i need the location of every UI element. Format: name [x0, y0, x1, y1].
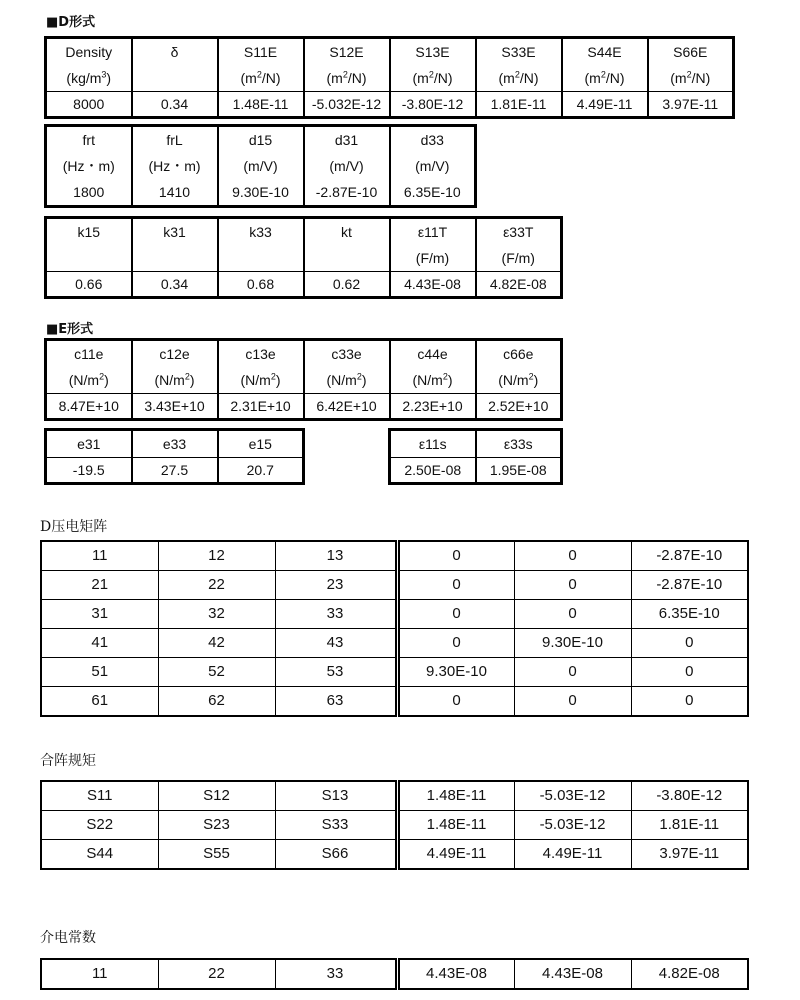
matrix-cell: 4.43E-08: [397, 959, 514, 989]
unit-cell: [218, 245, 304, 272]
header-cell: d31: [304, 126, 390, 154]
d-matrix-title: D压电矩阵: [40, 519, 108, 535]
header-cell: S44E: [562, 38, 648, 66]
e-form-permittivity-table: [388, 428, 563, 485]
unit-cell: (Hz・m): [132, 153, 218, 179]
unit-cell: $(N/m^2)$: [390, 367, 476, 394]
matrix-cell: 31: [41, 600, 158, 629]
header-cell: c33e: [304, 340, 390, 368]
dielectric-title: 介电常数: [40, 930, 96, 946]
matrix-cell: 43: [275, 629, 397, 658]
header-cell: S11E: [218, 38, 304, 66]
unit-cell: $(m^2/N)$: [218, 65, 304, 92]
matrix-cell: -3.80E-12: [631, 781, 748, 811]
value-cell: 3.97E-11: [648, 92, 734, 118]
value-cell: 6.35E-10: [390, 179, 476, 207]
matrix-row: [41, 811, 748, 840]
header-cell: c66e: [476, 340, 562, 368]
d-piezo-matrix: [40, 540, 749, 717]
value-cell: 27.5: [132, 458, 218, 484]
matrix-cell: 3.97E-11: [631, 840, 748, 870]
matrix-cell: 0: [514, 571, 631, 600]
unit-row: [46, 367, 562, 394]
matrix-cell: S33: [275, 811, 397, 840]
value-cell: 1410: [132, 179, 218, 207]
unit-cell: $(N/m^2)$: [46, 367, 132, 394]
unit-cell: (Hz・m): [46, 153, 132, 179]
matrix-row: [41, 840, 748, 870]
header-row: [46, 38, 734, 66]
matrix-cell: 21: [41, 571, 158, 600]
unit-cell: $(m^2/N)$: [648, 65, 734, 92]
unit-cell: (F/m): [390, 245, 476, 272]
matrix-cell: 0: [514, 658, 631, 687]
matrix-cell: S12: [158, 781, 275, 811]
header-row: [46, 218, 562, 246]
header-cell: ε11T: [390, 218, 476, 246]
matrix-cell: S13: [275, 781, 397, 811]
header-cell: d15: [218, 126, 304, 154]
unit-cell: $(m^2/N)$: [476, 65, 562, 92]
value-cell: 1800: [46, 179, 132, 207]
value-cell: 0.62: [304, 272, 390, 298]
matrix-cell: 0: [631, 658, 748, 687]
value-cell: 2.50E-08: [390, 458, 476, 484]
unit-cell: (m/V): [304, 153, 390, 179]
header-cell: d33: [390, 126, 476, 154]
header-cell: ε33T: [476, 218, 562, 246]
matrix-cell: S55: [158, 840, 275, 870]
matrix-cell: 11: [41, 541, 158, 571]
e-form-title: ■E形式: [46, 322, 94, 337]
d-form-title: ■D形式: [46, 15, 96, 30]
header-cell: Density: [46, 38, 132, 66]
header-cell: frt: [46, 126, 132, 154]
value-cell: 1.81E-11: [476, 92, 562, 118]
e-form-piezo-table: [44, 428, 305, 485]
unit-cell: $(N/m^2)$: [132, 367, 218, 394]
header-cell: e33: [132, 430, 218, 458]
matrix-cell: 6.35E-10: [631, 600, 748, 629]
matrix-cell: 33: [275, 959, 397, 989]
matrix-cell: 0: [397, 600, 514, 629]
unit-cell: (F/m): [476, 245, 562, 272]
matrix-cell: 4.49E-11: [397, 840, 514, 870]
unit-cell: $(N/m^2)$: [218, 367, 304, 394]
d-form-compliance-table: [44, 36, 735, 119]
matrix-cell: -2.87E-10: [631, 571, 748, 600]
value-cell: 8000: [46, 92, 132, 118]
unit-cell: [46, 245, 132, 272]
d-form-frequency-table: [44, 124, 477, 208]
value-cell: 3.43E+10: [132, 394, 218, 420]
header-cell: frL: [132, 126, 218, 154]
value-cell: 8.47E+10: [46, 394, 132, 420]
matrix-row: [41, 541, 748, 571]
unit-cell: $(N/m^2)$: [476, 367, 562, 394]
matrix-cell: S11: [41, 781, 158, 811]
matrix-cell: S22: [41, 811, 158, 840]
value-cell: 0.34: [132, 272, 218, 298]
matrix-cell: 33: [275, 600, 397, 629]
matrix-cell: 63: [275, 687, 397, 717]
matrix-cell: 13: [275, 541, 397, 571]
header-cell: e31: [46, 430, 132, 458]
value-cell: 0.34: [132, 92, 218, 118]
matrix-cell: 0: [397, 541, 514, 571]
unit-cell: $(N/m^2)$: [304, 367, 390, 394]
matrix-cell: -5.03E-12: [514, 781, 631, 811]
matrix-cell: 23: [275, 571, 397, 600]
matrix-cell: 0: [397, 687, 514, 717]
unit-cell: $(m^2/N)$: [304, 65, 390, 92]
unit-row: [46, 153, 476, 179]
matrix-row: [41, 600, 748, 629]
matrix-cell: 4.43E-08: [514, 959, 631, 989]
matrix-row: [41, 658, 748, 687]
matrix-cell: 1.48E-11: [397, 811, 514, 840]
matrix-cell: 0: [514, 600, 631, 629]
matrix-cell: 0: [631, 629, 748, 658]
matrix-cell: S44: [41, 840, 158, 870]
matrix-row: [41, 781, 748, 811]
unit-cell: [132, 245, 218, 272]
value-cell: 20.7: [218, 458, 304, 484]
matrix-cell: -5.03E-12: [514, 811, 631, 840]
matrix-cell: 0: [397, 571, 514, 600]
matrix-cell: 51: [41, 658, 158, 687]
value-cell: 1.48E-11: [218, 92, 304, 118]
unit-cell: $(m^2/N)$: [390, 65, 476, 92]
unit-cell: (m/V): [390, 153, 476, 179]
header-row: [46, 430, 304, 458]
value-cell: -19.5: [46, 458, 132, 484]
value-cell: -2.87E-10: [304, 179, 390, 207]
value-cell: 6.42E+10: [304, 394, 390, 420]
value-cell: 0.66: [46, 272, 132, 298]
header-cell: S12E: [304, 38, 390, 66]
matrix-cell: 41: [41, 629, 158, 658]
value-cell: 1.95E-08: [476, 458, 562, 484]
matrix-cell: S66: [275, 840, 397, 870]
matrix-cell: 52: [158, 658, 275, 687]
value-cell: 4.82E-08: [476, 272, 562, 298]
matrix-cell: 4.82E-08: [631, 959, 748, 989]
unit-cell: $(m^2/N)$: [562, 65, 648, 92]
matrix-cell: 0: [514, 541, 631, 571]
unit-row: [46, 245, 562, 272]
value-row: [390, 458, 562, 484]
matrix-cell: 61: [41, 687, 158, 717]
value-cell: 2.23E+10: [390, 394, 476, 420]
matrix-cell: S23: [158, 811, 275, 840]
unit-cell: (m/V): [218, 153, 304, 179]
matrix-row: [41, 687, 748, 717]
header-cell: c11e: [46, 340, 132, 368]
header-cell: c44e: [390, 340, 476, 368]
matrix-cell: 53: [275, 658, 397, 687]
header-cell: ε11s: [390, 430, 476, 458]
matrix-cell: 62: [158, 687, 275, 717]
value-cell: 4.43E-08: [390, 272, 476, 298]
header-cell: c12e: [132, 340, 218, 368]
matrix-cell: 22: [158, 571, 275, 600]
matrix-cell: 11: [41, 959, 158, 989]
value-cell: -3.80E-12: [390, 92, 476, 118]
matrix-cell: 42: [158, 629, 275, 658]
header-cell: S13E: [390, 38, 476, 66]
matrix-cell: 0: [631, 687, 748, 717]
header-row: [46, 126, 476, 154]
header-row: [46, 340, 562, 368]
value-cell: 0.68: [218, 272, 304, 298]
header-cell: S66E: [648, 38, 734, 66]
header-cell: ε33s: [476, 430, 562, 458]
matrix-cell: 12: [158, 541, 275, 571]
header-cell: δ: [132, 38, 218, 66]
compliance-matrix: [40, 780, 749, 870]
value-row: [46, 92, 734, 118]
matrix-cell: -2.87E-10: [631, 541, 748, 571]
matrix-cell: 9.30E-10: [514, 629, 631, 658]
value-row: [46, 458, 304, 484]
unit-cell: [304, 245, 390, 272]
value-row: [46, 394, 562, 420]
header-cell: c13e: [218, 340, 304, 368]
header-cell: k31: [132, 218, 218, 246]
matrix-cell: 0: [397, 629, 514, 658]
value-cell: -5.032E-12: [304, 92, 390, 118]
matrix-cell: 1.81E-11: [631, 811, 748, 840]
header-cell: S33E: [476, 38, 562, 66]
value-row: [46, 272, 562, 298]
value-cell: 9.30E-10: [218, 179, 304, 207]
matrix-cell: 4.49E-11: [514, 840, 631, 870]
unit-row: [46, 65, 734, 92]
value-cell: 2.31E+10: [218, 394, 304, 420]
value-row: [46, 179, 476, 207]
matrix-row: [41, 571, 748, 600]
header-cell: e15: [218, 430, 304, 458]
unit-cell: [132, 65, 218, 92]
header-cell: k15: [46, 218, 132, 246]
matrix-row: [41, 629, 748, 658]
value-cell: 4.49E-11: [562, 92, 648, 118]
matrix-cell: 9.30E-10: [397, 658, 514, 687]
matrix-cell: 32: [158, 600, 275, 629]
value-cell: 2.52E+10: [476, 394, 562, 420]
matrix-cell: 22: [158, 959, 275, 989]
compliance-matrix-title: 合阵规矩: [40, 753, 96, 769]
matrix-cell: 0: [514, 687, 631, 717]
header-cell: kt: [304, 218, 390, 246]
header-row: [390, 430, 562, 458]
matrix-row: [41, 959, 748, 989]
d-form-coupling-table: [44, 216, 563, 299]
header-cell: k33: [218, 218, 304, 246]
dielectric-matrix: [40, 958, 749, 990]
matrix-cell: 1.48E-11: [397, 781, 514, 811]
unit-cell: $(kg/m^3)$: [46, 65, 132, 92]
e-form-stiffness-table: [44, 338, 563, 421]
